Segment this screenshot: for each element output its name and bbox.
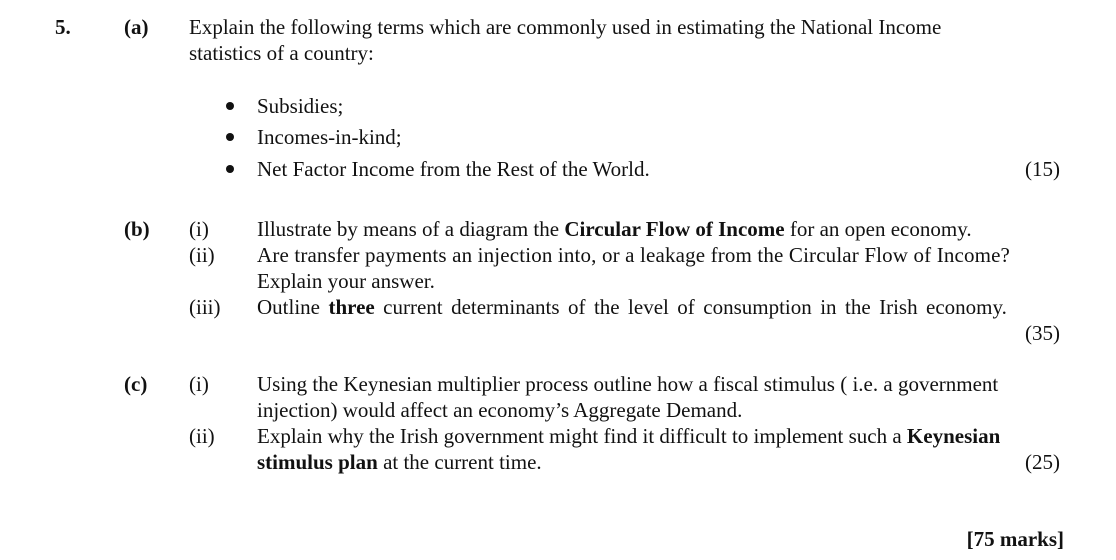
part-b-i-text-pre: Illustrate by means of a diagram the: [257, 217, 565, 241]
part-c-ii-label: (ii): [189, 424, 215, 448]
part-c-ii-line2-post: at the current time.: [377, 450, 542, 474]
part-b-i-text-post: for an open economy.: [784, 217, 972, 241]
part-b-iii-text-pre: Outline: [257, 295, 329, 319]
total-marks: [75 marks]: [966, 527, 1064, 551]
part-b-ii-line2: Explain your answer.: [257, 269, 435, 293]
part-b-ii-line1: Are transfer payments an injection into, or a leakage from the Circular Flow of Income?: [257, 243, 1011, 267]
part-b-iii-text-post: current determinants of the level of consumption in the Irish economy.: [374, 295, 1007, 319]
part-c-ii-line1-bold: Keynesian: [906, 424, 1001, 448]
part-a-intro-line1: Explain the following terms which are commonly used in estimating the National Income: [189, 15, 942, 39]
part-c-ii-line1-pre: Explain why the Irish government might find it difficult to implement such a: [257, 424, 907, 448]
part-b-iii-text: [257, 294, 1007, 320]
part-b-i-label: (i): [189, 217, 209, 241]
bullet-icon: [226, 165, 234, 173]
part-c-label: (c): [124, 372, 148, 396]
part-c-ii-line2: [257, 449, 542, 475]
part-b-i-text-bold: Circular Flow of Income: [564, 217, 785, 241]
part-c-i-line1: Using the Keynesian multiplier process outline how a fiscal stimulus ( i.e. a government: [257, 372, 999, 396]
part-a-marks: (15): [1025, 157, 1060, 181]
part-b-ii-label: (ii): [189, 243, 215, 267]
bullet-text: Subsidies;: [257, 94, 344, 118]
part-b-label: (b): [124, 217, 150, 241]
part-b-i-text: [257, 216, 972, 242]
question-number: 5.: [55, 15, 71, 39]
part-c-ii-line1: [257, 423, 1000, 449]
part-c-i-label: (i): [189, 372, 209, 396]
bullet-text: Incomes-in-kind;: [257, 125, 402, 149]
part-b-iii-label: (iii): [189, 295, 221, 319]
part-c-marks: (25): [1025, 450, 1060, 474]
part-c-i-line2: injection) would affect an economy’s Aggregate Demand.: [257, 398, 743, 422]
part-a-label: (a): [124, 15, 149, 39]
part-a-intro-line2: statistics of a country:: [189, 41, 374, 65]
part-b-iii-text-bold: three: [328, 295, 375, 319]
bullet-icon: [226, 102, 234, 110]
part-b-marks: (35): [1025, 321, 1060, 345]
bullet-text: Net Factor Income from the Rest of the World.: [257, 157, 650, 181]
bullet-icon: [226, 133, 234, 141]
part-c-ii-line2-bold: stimulus plan: [257, 450, 378, 474]
